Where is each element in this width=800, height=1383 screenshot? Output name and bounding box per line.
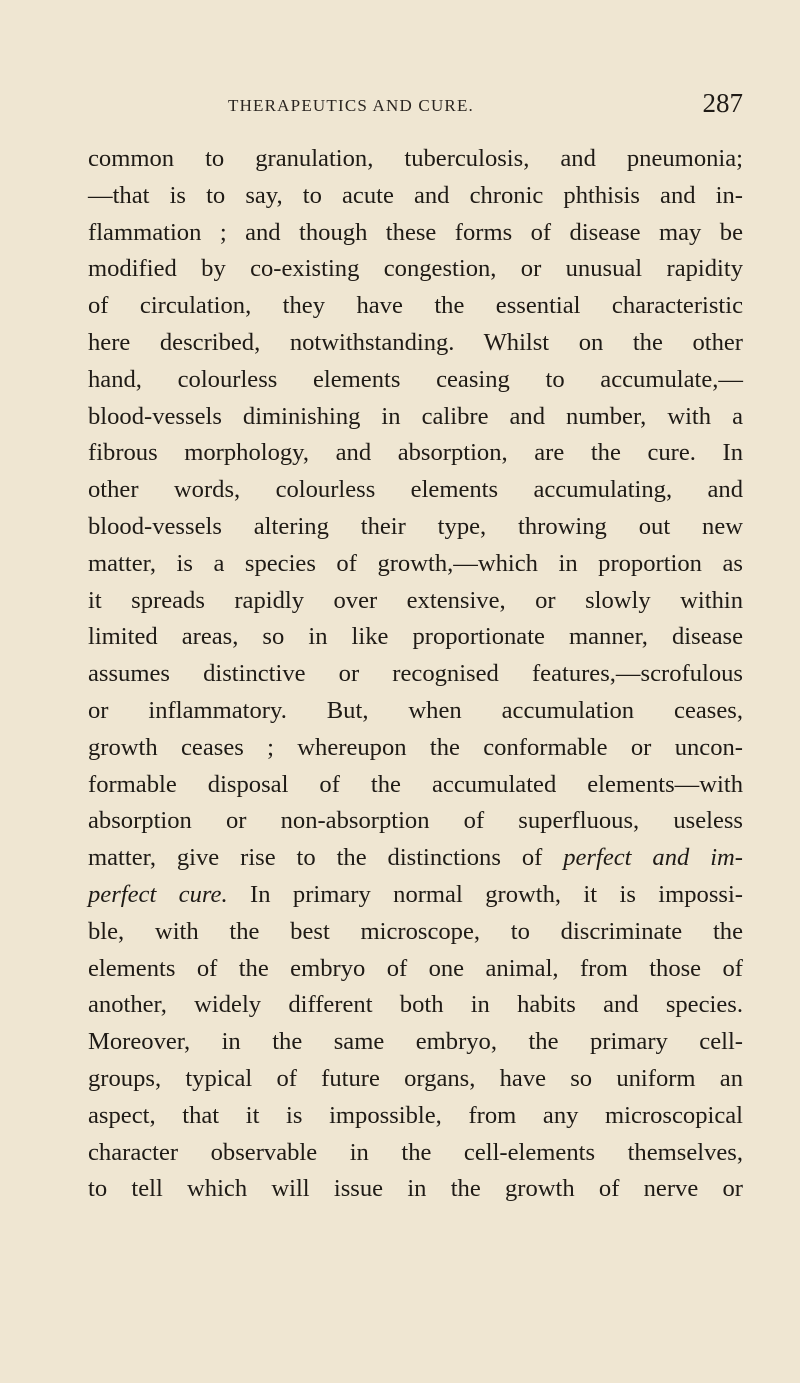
- text-line: formable disposal of the accumulated elements—with: [88, 770, 743, 798]
- body-text: [88, 141, 743, 1208]
- text-line: elements of the embryo of one animal, from those of: [88, 954, 743, 982]
- text-line: fibrous morphology, and absorption, are the cure. In: [88, 439, 743, 467]
- page-number: 287: [702, 88, 743, 118]
- text-line: other words, colourless elements accumulating, and: [88, 476, 743, 504]
- text-line: —that is to say, to acute and chronic phthisis and in-: [88, 181, 743, 209]
- text-line: it spreads rapidly over extensive, or slowly within: [88, 586, 743, 614]
- text-line: matter, is a species of growth,—which in proportion as: [88, 549, 743, 577]
- running-title: THERAPEUTICS AND CURE.: [228, 96, 474, 115]
- text-line: limited areas, so in like proportionate manner, disease: [88, 623, 743, 651]
- italic-phrase: perfect cure.: [88, 880, 228, 908]
- text-line: growth ceases ; whereupon the conformable or uncon-: [88, 733, 743, 761]
- text-line: to tell which will issue in the growth of nerve or: [88, 1175, 743, 1203]
- text-line: groups, typical of future organs, have so uniform an: [88, 1064, 743, 1092]
- text-line: character observable in the cell-elements themselves,: [88, 1138, 743, 1166]
- text-line: flammation ; and though these forms of disease may be: [88, 218, 743, 246]
- text-line-mixed: [88, 840, 743, 877]
- text-line: absorption or non-absorption of superfluous, useless: [88, 807, 743, 835]
- text-line: or inflammatory. But, when accumulation ceases,: [88, 696, 743, 724]
- text-segment: In primary normal growth, it is impossi-: [227, 880, 744, 908]
- text-line: of circulation, they have the essential characteristic: [88, 292, 743, 320]
- text-line: blood-vessels altering their type, throwing out new: [88, 512, 743, 540]
- text-segment: matter, give rise to the distinctions of: [88, 844, 564, 872]
- text-line: another, widely different both in habits and species.: [88, 991, 743, 1019]
- text-line-mixed: [88, 877, 743, 914]
- text-line: assumes distinctive or recognised features,—scrofulous: [88, 660, 743, 688]
- text-line: aspect, that it is impossible, from any microscopical: [88, 1101, 743, 1129]
- text-line: here described, notwithstanding. Whilst on the other: [88, 328, 743, 356]
- italic-phrase: perfect and im-: [563, 844, 743, 872]
- text-line: modified by co-existing congestion, or unusual rapidity: [88, 255, 743, 283]
- text-line: ble, with the best microscope, to discriminate the: [88, 917, 743, 945]
- text-line: hand, colourless elements ceasing to accumulate,—: [88, 365, 743, 393]
- text-line: common to granulation, tuberculosis, and pneumonia;: [88, 145, 743, 172]
- text-line: blood-vessels diminishing in calibre and number, with a: [88, 402, 743, 430]
- text-line: Moreover, in the same embryo, the primary cell-: [88, 1028, 743, 1056]
- running-header: [88, 88, 743, 128]
